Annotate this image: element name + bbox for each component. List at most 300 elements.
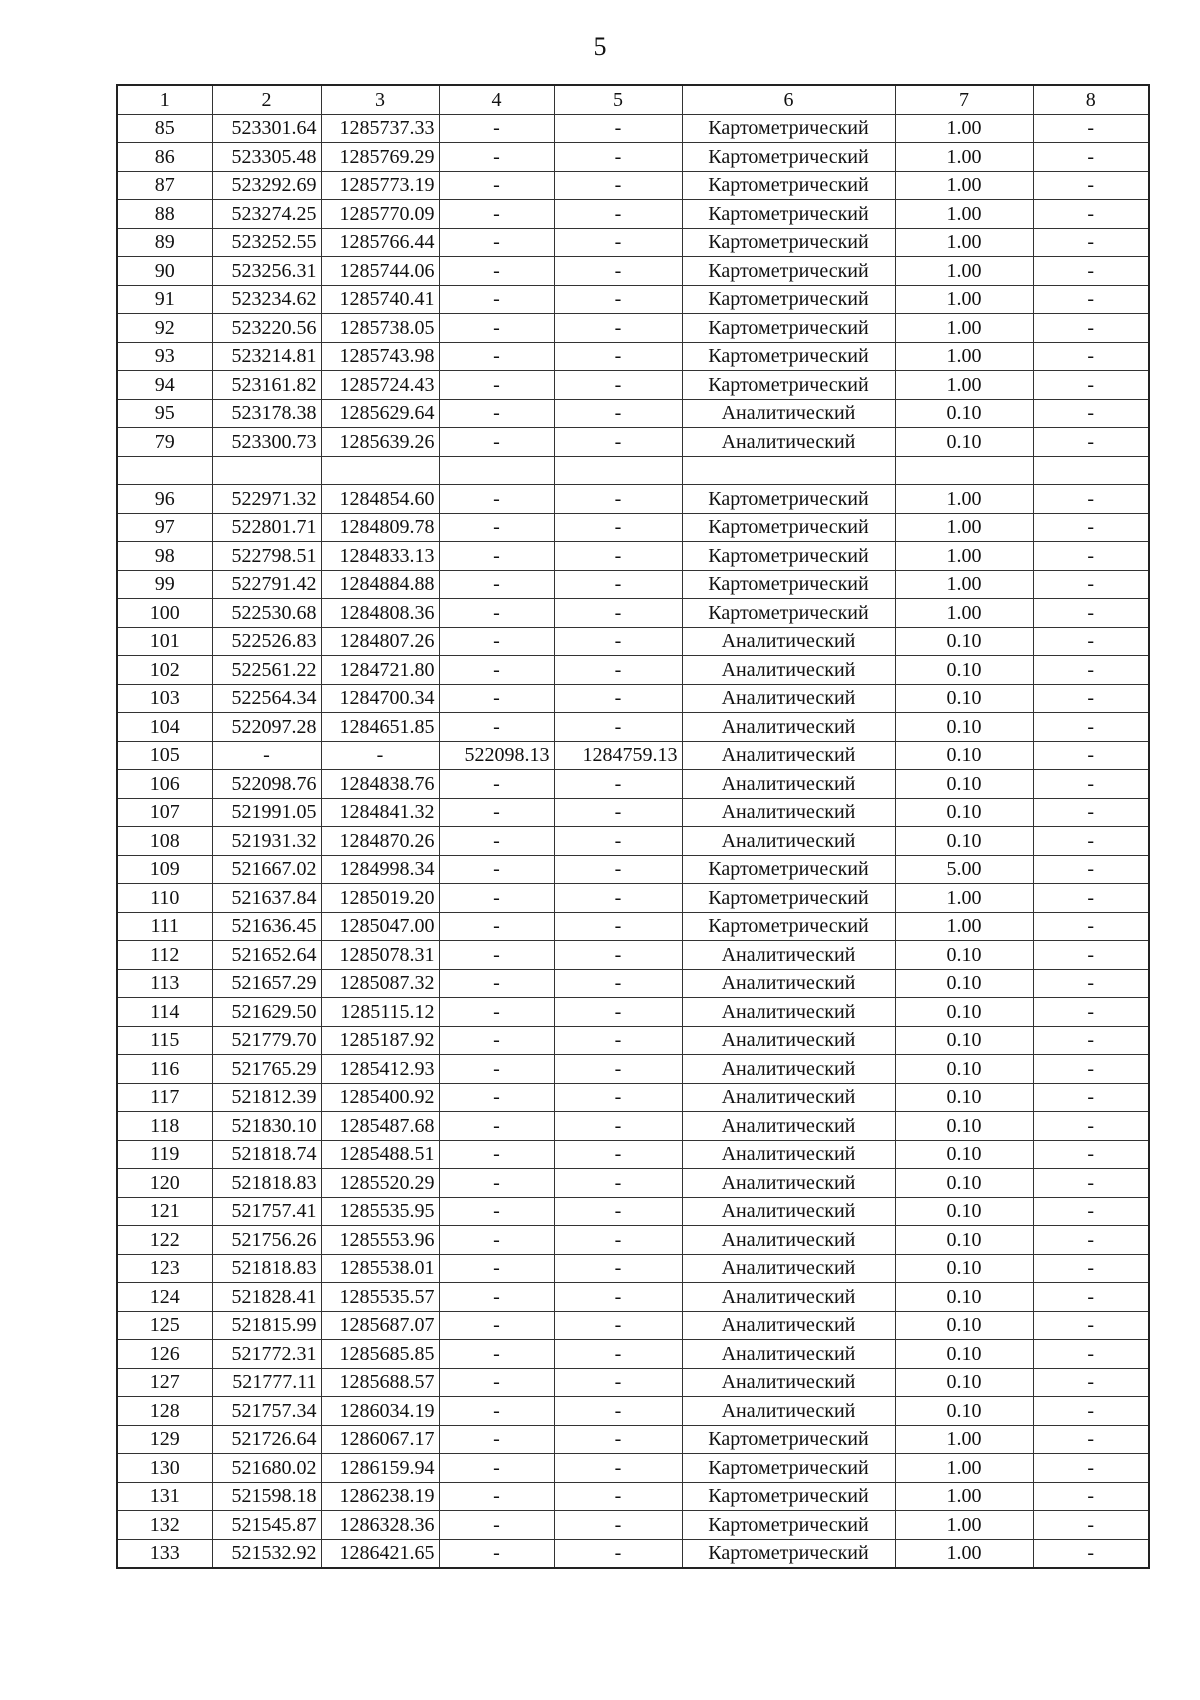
accuracy-cell: 0.10 [895,941,1033,970]
point-number-cell: 109 [117,855,212,884]
method-cell: Аналитический [682,1368,895,1397]
x-coordinate-cell: 523301.64 [212,114,321,143]
table-row [117,1083,1149,1112]
accuracy-cell: 0.10 [895,1226,1033,1255]
table-row [117,998,1149,1027]
column-header: 5 [554,85,682,114]
y-alt-coordinate-cell: - [554,998,682,1027]
x-coordinate-cell: 523256.31 [212,257,321,286]
method-cell: Аналитический [682,1197,895,1226]
point-number-cell: 104 [117,713,212,742]
y-coordinate-cell: 1284700.34 [321,684,439,713]
method-cell: Аналитический [682,770,895,799]
header-row [117,85,1149,114]
x-coordinate-cell: 521765.29 [212,1055,321,1084]
y-alt-coordinate-cell: - [554,485,682,514]
y-alt-coordinate-cell: - [554,912,682,941]
point-number-cell: 120 [117,1169,212,1198]
y-coordinate-cell [321,456,439,485]
x-alt-coordinate-cell: - [439,1197,554,1226]
note-cell: - [1033,684,1149,713]
y-coordinate-cell: 1285087.32 [321,969,439,998]
point-number-cell: 111 [117,912,212,941]
method-cell: Картометрический [682,912,895,941]
y-alt-coordinate-cell [554,456,682,485]
method-cell: Аналитический [682,656,895,685]
column-header: 8 [1033,85,1149,114]
table-row [117,285,1149,314]
x-alt-coordinate-cell: - [439,1340,554,1369]
y-alt-coordinate-cell: - [554,941,682,970]
method-cell: Картометрический [682,1511,895,1540]
x-coordinate-cell: 523178.38 [212,399,321,428]
table-body [117,114,1149,1568]
accuracy-cell: 1.00 [895,228,1033,257]
y-alt-coordinate-cell: - [554,342,682,371]
accuracy-cell: 0.10 [895,798,1033,827]
x-coordinate-cell: 521818.83 [212,1254,321,1283]
method-cell: Картометрический [682,1454,895,1483]
y-alt-coordinate-cell: - [554,1454,682,1483]
y-alt-coordinate-cell: - [554,1311,682,1340]
table-row [117,599,1149,628]
accuracy-cell: 1.00 [895,314,1033,343]
accuracy-cell: 1.00 [895,884,1033,913]
accuracy-cell: 0.10 [895,1397,1033,1426]
note-cell: - [1033,228,1149,257]
table-row [117,1454,1149,1483]
note-cell: - [1033,570,1149,599]
note-cell: - [1033,1511,1149,1540]
x-alt-coordinate-cell: - [439,941,554,970]
point-number-cell: 102 [117,656,212,685]
note-cell: - [1033,1169,1149,1198]
y-alt-coordinate-cell: - [554,1055,682,1084]
accuracy-cell: 1.00 [895,285,1033,314]
accuracy-cell [895,456,1033,485]
method-cell: Аналитический [682,627,895,656]
method-cell: Аналитический [682,998,895,1027]
x-coordinate-cell: 521667.02 [212,855,321,884]
note-cell: - [1033,912,1149,941]
x-coordinate-cell: 522971.32 [212,485,321,514]
point-number-cell: 87 [117,171,212,200]
method-cell: Аналитический [682,1340,895,1369]
point-number-cell: 110 [117,884,212,913]
y-coordinate-cell: 1285520.29 [321,1169,439,1198]
point-number-cell: 117 [117,1083,212,1112]
method-cell: Аналитический [682,1226,895,1255]
note-cell: - [1033,1397,1149,1426]
point-number-cell: 86 [117,143,212,172]
method-cell: Аналитический [682,741,895,770]
x-coordinate-cell: 523234.62 [212,285,321,314]
x-coordinate-cell: 521818.83 [212,1169,321,1198]
method-cell: Картометрический [682,599,895,628]
accuracy-cell: 1.00 [895,200,1033,229]
point-number-cell: 125 [117,1311,212,1340]
y-coordinate-cell: 1286034.19 [321,1397,439,1426]
table-row [117,1197,1149,1226]
point-number-cell: 94 [117,371,212,400]
x-alt-coordinate-cell: - [439,1511,554,1540]
x-alt-coordinate-cell: - [439,1311,554,1340]
y-coordinate-cell: 1285488.51 [321,1140,439,1169]
accuracy-cell: 0.10 [895,1368,1033,1397]
accuracy-cell: 1.00 [895,570,1033,599]
x-alt-coordinate-cell: - [439,884,554,913]
point-number-cell: 116 [117,1055,212,1084]
accuracy-cell: 1.00 [895,257,1033,286]
x-alt-coordinate-cell: - [439,342,554,371]
note-cell: - [1033,257,1149,286]
coordinates-table [116,84,1150,1569]
y-coordinate-cell: 1284809.78 [321,513,439,542]
table-row [117,827,1149,856]
note-cell: - [1033,599,1149,628]
note-cell: - [1033,171,1149,200]
y-alt-coordinate-cell: - [554,599,682,628]
y-coordinate-cell: 1286159.94 [321,1454,439,1483]
y-coordinate-cell: 1285685.85 [321,1340,439,1369]
x-coordinate-cell: 521812.39 [212,1083,321,1112]
table-row [117,171,1149,200]
table-row [117,428,1149,457]
y-coordinate-cell: 1285743.98 [321,342,439,371]
method-cell: Аналитический [682,1169,895,1198]
x-alt-coordinate-cell: - [439,1454,554,1483]
note-cell: - [1033,855,1149,884]
table-row [117,399,1149,428]
method-cell: Аналитический [682,798,895,827]
point-number-cell: 97 [117,513,212,542]
y-alt-coordinate-cell: - [554,1511,682,1540]
point-number-cell: 91 [117,285,212,314]
table-row [117,570,1149,599]
table-row [117,969,1149,998]
x-alt-coordinate-cell [439,456,554,485]
point-number-cell: 124 [117,1283,212,1312]
point-number-cell: 108 [117,827,212,856]
y-alt-coordinate-cell: - [554,228,682,257]
point-number-cell: 133 [117,1539,212,1568]
x-coordinate-cell: 521779.70 [212,1026,321,1055]
y-coordinate-cell: 1285412.93 [321,1055,439,1084]
note-cell: - [1033,1083,1149,1112]
point-number-cell: 114 [117,998,212,1027]
accuracy-cell: 1.00 [895,912,1033,941]
x-coordinate-cell: 522530.68 [212,599,321,628]
x-coordinate-cell: 522791.42 [212,570,321,599]
x-alt-coordinate-cell: - [439,542,554,571]
x-coordinate-cell: 521598.18 [212,1482,321,1511]
note-cell: - [1033,884,1149,913]
y-alt-coordinate-cell: - [554,143,682,172]
method-cell: Картометрический [682,228,895,257]
method-cell: Картометрический [682,1539,895,1568]
note-cell: - [1033,1482,1149,1511]
table-row [117,1026,1149,1055]
method-cell: Аналитический [682,1254,895,1283]
y-coordinate-cell: 1284833.13 [321,542,439,571]
x-coordinate-cell: 523161.82 [212,371,321,400]
note-cell: - [1033,399,1149,428]
x-coordinate-cell: 522526.83 [212,627,321,656]
note-cell: - [1033,342,1149,371]
accuracy-cell: 1.00 [895,143,1033,172]
x-coordinate-cell: 522097.28 [212,713,321,742]
method-cell: Аналитический [682,1112,895,1141]
x-alt-coordinate-cell: - [439,513,554,542]
page-number: 5 [593,32,607,61]
method-cell: Картометрический [682,143,895,172]
accuracy-cell: 0.10 [895,1112,1033,1141]
x-coordinate-cell: 523300.73 [212,428,321,457]
point-number-cell: 95 [117,399,212,428]
x-alt-coordinate-cell: - [439,228,554,257]
note-cell: - [1033,827,1149,856]
x-alt-coordinate-cell: - [439,570,554,599]
y-coordinate-cell: 1285688.57 [321,1368,439,1397]
accuracy-cell: 1.00 [895,371,1033,400]
x-alt-coordinate-cell: - [439,1254,554,1283]
table-row [117,1112,1149,1141]
x-alt-coordinate-cell: - [439,1140,554,1169]
method-cell: Картометрический [682,285,895,314]
note-cell: - [1033,1226,1149,1255]
point-number-cell: 121 [117,1197,212,1226]
y-coordinate-cell: 1285773.19 [321,171,439,200]
point-number-cell: 101 [117,627,212,656]
y-coordinate-cell: 1285078.31 [321,941,439,970]
method-cell: Аналитический [682,1055,895,1084]
point-number-cell: 115 [117,1026,212,1055]
point-number-cell: 123 [117,1254,212,1283]
y-alt-coordinate-cell: - [554,884,682,913]
y-coordinate-cell: 1285770.09 [321,200,439,229]
y-coordinate-cell: 1285047.00 [321,912,439,941]
x-alt-coordinate-cell: - [439,1083,554,1112]
table-row [117,114,1149,143]
x-alt-coordinate-cell: - [439,314,554,343]
y-alt-coordinate-cell: - [554,1482,682,1511]
x-coordinate-cell: 521545.87 [212,1511,321,1540]
x-coordinate-cell: 522098.76 [212,770,321,799]
note-cell: - [1033,285,1149,314]
accuracy-cell: 0.10 [895,656,1033,685]
point-number-cell: 99 [117,570,212,599]
y-alt-coordinate-cell: - [554,827,682,856]
method-cell: Аналитический [682,1397,895,1426]
y-alt-coordinate-cell: - [554,513,682,542]
method-cell: Аналитический [682,399,895,428]
accuracy-cell: 1.00 [895,342,1033,371]
accuracy-cell: 0.10 [895,998,1033,1027]
note-cell: - [1033,1311,1149,1340]
x-coordinate-cell: 522798.51 [212,542,321,571]
method-cell: Картометрический [682,542,895,571]
y-coordinate-cell: 1285639.26 [321,428,439,457]
x-coordinate-cell: 521757.41 [212,1197,321,1226]
x-alt-coordinate-cell: - [439,1368,554,1397]
table-row [117,713,1149,742]
y-coordinate-cell: 1284651.85 [321,713,439,742]
x-alt-coordinate-cell: - [439,599,554,628]
y-alt-coordinate-cell: - [554,570,682,599]
note-cell [1033,456,1149,485]
x-alt-coordinate-cell: - [439,428,554,457]
x-coordinate-cell: 521657.29 [212,969,321,998]
y-coordinate-cell: 1284998.34 [321,855,439,884]
y-coordinate-cell: 1285740.41 [321,285,439,314]
note-cell: - [1033,656,1149,685]
table-row [117,1397,1149,1426]
x-alt-coordinate-cell: - [439,713,554,742]
y-alt-coordinate-cell: - [554,314,682,343]
x-coordinate-cell: 521815.99 [212,1311,321,1340]
accuracy-cell: 1.00 [895,1539,1033,1568]
accuracy-cell: 0.10 [895,1340,1033,1369]
y-alt-coordinate-cell: - [554,171,682,200]
table-row [117,912,1149,941]
x-coordinate-cell: 523214.81 [212,342,321,371]
table-row [117,1425,1149,1454]
note-cell: - [1033,1425,1149,1454]
point-number-cell: 128 [117,1397,212,1426]
point-number-cell: 96 [117,485,212,514]
note-cell: - [1033,371,1149,400]
accuracy-cell: 0.10 [895,827,1033,856]
point-number-cell: 93 [117,342,212,371]
y-coordinate-cell: - [321,741,439,770]
x-alt-coordinate-cell: - [439,1055,554,1084]
accuracy-cell: 1.00 [895,114,1033,143]
point-number-cell [117,456,212,485]
accuracy-cell: 0.10 [895,684,1033,713]
y-alt-coordinate-cell: - [554,1397,682,1426]
y-alt-coordinate-cell: - [554,1140,682,1169]
y-alt-coordinate-cell: - [554,798,682,827]
point-number-cell: 105 [117,741,212,770]
accuracy-cell: 1.00 [895,1454,1033,1483]
table-row [117,513,1149,542]
y-alt-coordinate-cell: - [554,1254,682,1283]
table-row [117,656,1149,685]
accuracy-cell: 0.10 [895,1140,1033,1169]
y-coordinate-cell: 1285769.29 [321,143,439,172]
y-alt-coordinate-cell: - [554,1283,682,1312]
table-row [117,1539,1149,1568]
x-alt-coordinate-cell: - [439,627,554,656]
y-alt-coordinate-cell: - [554,770,682,799]
x-alt-coordinate-cell: - [439,1169,554,1198]
x-alt-coordinate-cell: - [439,969,554,998]
y-alt-coordinate-cell: - [554,627,682,656]
x-alt-coordinate-cell: - [439,684,554,713]
accuracy-cell: 0.10 [895,627,1033,656]
method-cell: Картометрический [682,200,895,229]
accuracy-cell: 1.00 [895,513,1033,542]
method-cell: Картометрический [682,1482,895,1511]
accuracy-cell: 0.10 [895,713,1033,742]
accuracy-cell: 0.10 [895,1083,1033,1112]
x-coordinate-cell: 521991.05 [212,798,321,827]
method-cell: Картометрический [682,114,895,143]
table-row [117,1055,1149,1084]
point-number-cell: 118 [117,1112,212,1141]
point-number-cell: 113 [117,969,212,998]
accuracy-cell: 1.00 [895,599,1033,628]
point-number-cell: 119 [117,1140,212,1169]
note-cell: - [1033,485,1149,514]
point-number-cell: 107 [117,798,212,827]
table-row [117,1169,1149,1198]
accuracy-cell: 1.00 [895,485,1033,514]
note-cell: - [1033,143,1149,172]
accuracy-cell: 0.10 [895,1283,1033,1312]
method-cell: Картометрический [682,171,895,200]
point-number-cell: 131 [117,1482,212,1511]
point-number-cell: 89 [117,228,212,257]
accuracy-cell: 1.00 [895,1425,1033,1454]
y-alt-coordinate-cell: - [554,542,682,571]
point-number-cell: 88 [117,200,212,229]
x-coordinate-cell: 522564.34 [212,684,321,713]
y-coordinate-cell: 1285538.01 [321,1254,439,1283]
x-coordinate-cell: 521757.34 [212,1397,321,1426]
y-alt-coordinate-cell: - [554,1368,682,1397]
y-coordinate-cell: 1285553.96 [321,1226,439,1255]
note-cell: - [1033,114,1149,143]
x-alt-coordinate-cell: - [439,998,554,1027]
table-row [117,941,1149,970]
accuracy-cell: 0.10 [895,741,1033,770]
method-cell: Аналитический [682,1140,895,1169]
y-coordinate-cell: 1285019.20 [321,884,439,913]
y-alt-coordinate-cell: - [554,684,682,713]
table-row [117,1254,1149,1283]
y-alt-coordinate-cell: - [554,1197,682,1226]
accuracy-cell: 1.00 [895,1482,1033,1511]
x-coordinate-cell: 523252.55 [212,228,321,257]
y-coordinate-cell: 1284721.80 [321,656,439,685]
x-alt-coordinate-cell: - [439,1539,554,1568]
point-number-cell: 122 [117,1226,212,1255]
accuracy-cell: 0.10 [895,1254,1033,1283]
table-row [117,1482,1149,1511]
x-coordinate-cell: 523305.48 [212,143,321,172]
y-coordinate-cell: 1285738.05 [321,314,439,343]
accuracy-cell: 0.10 [895,1026,1033,1055]
note-cell: - [1033,1254,1149,1283]
note-cell: - [1033,1026,1149,1055]
table-row [117,855,1149,884]
y-alt-coordinate-cell: - [554,114,682,143]
method-cell: Картометрический [682,371,895,400]
point-number-cell: 85 [117,114,212,143]
table-row [117,1368,1149,1397]
method-cell: Картометрический [682,570,895,599]
accuracy-cell: 1.00 [895,1511,1033,1540]
table-row [117,542,1149,571]
accuracy-cell: 0.10 [895,1055,1033,1084]
table-row [117,770,1149,799]
table-row [117,1140,1149,1169]
x-coordinate-cell: - [212,741,321,770]
method-cell: Аналитический [682,827,895,856]
x-coordinate-cell: 521772.31 [212,1340,321,1369]
y-alt-coordinate-cell: - [554,656,682,685]
